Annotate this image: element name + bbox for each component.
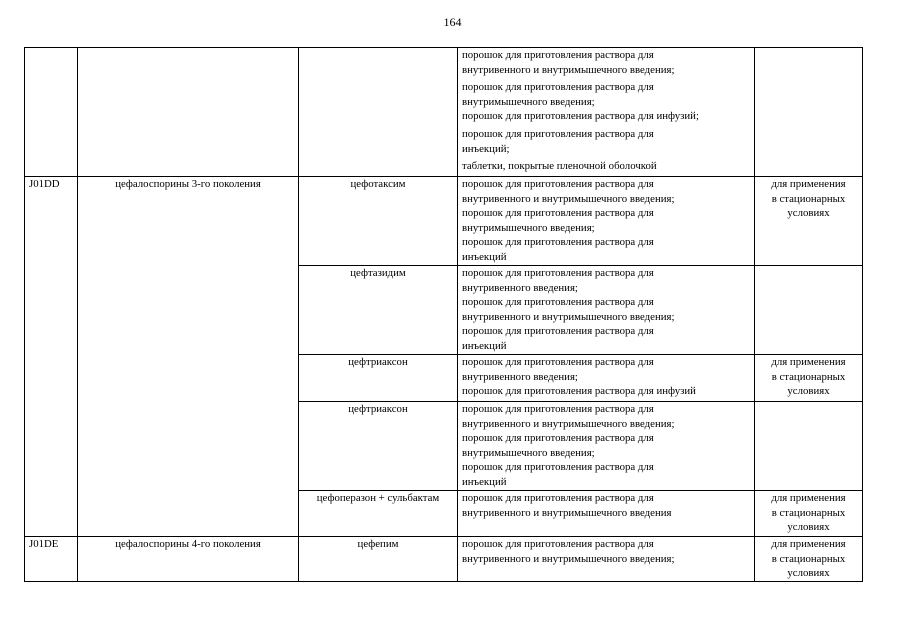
note-line: в стационарных [771, 192, 846, 205]
notes-cell [755, 48, 863, 177]
drug-name-cell: цефоперазон + сульбактам [299, 491, 458, 537]
dosage-form-line: внутривенного и внутримышечного введения; [462, 417, 675, 430]
dosage-form-line: порошок для приготовления раствора для [462, 356, 654, 368]
drug-name-cell: цефтазидим [299, 266, 458, 355]
dosage-form-line: порошок для приготовления раствора для [462, 178, 654, 190]
notes-cell [755, 355, 863, 402]
dosage-form-line: порошок для приготовления раствора для [462, 81, 654, 94]
drug-group-cell: цефалоспорины 3-го поколения [78, 177, 299, 537]
notes-cell [755, 537, 863, 582]
page-number: 164 [443, 15, 462, 29]
dosage-form-line: порошок для приготовления раствора для [462, 207, 654, 220]
notes-cell [755, 177, 863, 266]
drug-name-cell: цефтриаксон [299, 402, 458, 491]
dosage-form-line: порошок для приготовления раствора для [462, 236, 654, 249]
dosage-form-line: порошок для приготовления раствора для инфузий; [462, 110, 699, 123]
note-line: для применения [771, 538, 846, 550]
dosage-form-line: внутримышечного введения; [462, 95, 595, 108]
note-line: условиях [787, 207, 830, 220]
dosage-form-line: порошок для приготовления раствора для [462, 492, 654, 504]
atc-code-cell [25, 48, 78, 177]
drug-name-cell: цефтриаксон [299, 355, 458, 402]
dosage-forms-cell [458, 177, 755, 266]
dosage-form-line: порошок для приготовления раствора для [462, 461, 654, 474]
table-row [25, 537, 863, 582]
note-line: в стационарных [771, 370, 846, 383]
dosage-forms-cell [458, 491, 755, 537]
dosage-form-line: внутримышечного введения; [462, 446, 595, 459]
drug-group-cell [78, 48, 299, 177]
dosage-form-line: порошок для приготовления раствора для [462, 49, 654, 61]
note-line: условиях [787, 385, 830, 398]
note-line: условиях [787, 567, 830, 580]
dosage-forms-cell [458, 402, 755, 491]
dosage-form-line: порошок для приготовления раствора для [462, 296, 654, 309]
dosage-form-line: внутривенного и внутримышечного введения [462, 506, 672, 519]
table-row [25, 48, 863, 177]
dosage-form-line: инъекций [462, 475, 507, 488]
dosage-form-line: внутривенного введения; [462, 281, 578, 294]
table-row [25, 177, 863, 266]
note-line: для применения [771, 178, 846, 190]
dosage-form-line: порошок для приготовления раствора для [462, 432, 654, 445]
dosage-form-line: внутривенного введения; [462, 370, 578, 383]
dosage-forms-cell [458, 48, 755, 177]
drug-name-cell: цефотаксим [299, 177, 458, 266]
note-line: для применения [771, 492, 846, 504]
notes-cell [755, 266, 863, 355]
dosage-form-line: внутримышечного введения; [462, 221, 595, 234]
dosage-form-line: внутривенного и внутримышечного введения; [462, 192, 675, 205]
dosage-form-line: таблетки, покрытые пленочной оболочкой [462, 160, 657, 173]
drug-name-cell [299, 48, 458, 177]
dosage-form-line: порошок для приготовления раствора для [462, 403, 654, 415]
drug-name-cell: цефепим [299, 537, 458, 582]
note-line: условиях [787, 521, 830, 534]
note-line: для применения [771, 356, 846, 368]
dosage-form-line: внутривенного и внутримышечного введения; [462, 63, 675, 76]
dosage-form-line: порошок для приготовления раствора для [462, 538, 654, 550]
dosage-form-line: инъекций; [462, 142, 510, 155]
atc-code-cell: J01DD [25, 177, 78, 537]
dosage-form-line: внутривенного и внутримышечного введения; [462, 310, 675, 323]
drug-group-cell: цефалоспорины 4-го поколения [78, 537, 299, 582]
notes-cell [755, 402, 863, 491]
dosage-forms-cell [458, 355, 755, 402]
notes-cell [755, 491, 863, 537]
dosage-form-line: внутривенного и внутримышечного введения; [462, 552, 675, 565]
dosage-form-line: порошок для приготовления раствора для инфузий [462, 385, 696, 398]
dosage-forms-cell [458, 266, 755, 355]
note-line: в стационарных [771, 506, 846, 519]
medication-table [24, 47, 863, 582]
dosage-form-line: инъекций [462, 250, 507, 263]
dosage-form-line: инъекций [462, 339, 507, 352]
dosage-forms-cell [458, 537, 755, 582]
dosage-form-line: порошок для приготовления раствора для [462, 267, 654, 279]
atc-code-cell: J01DE [25, 537, 78, 582]
dosage-form-line: порошок для приготовления раствора для [462, 127, 654, 140]
note-line: в стационарных [771, 552, 846, 565]
dosage-form-line: порошок для приготовления раствора для [462, 325, 654, 338]
